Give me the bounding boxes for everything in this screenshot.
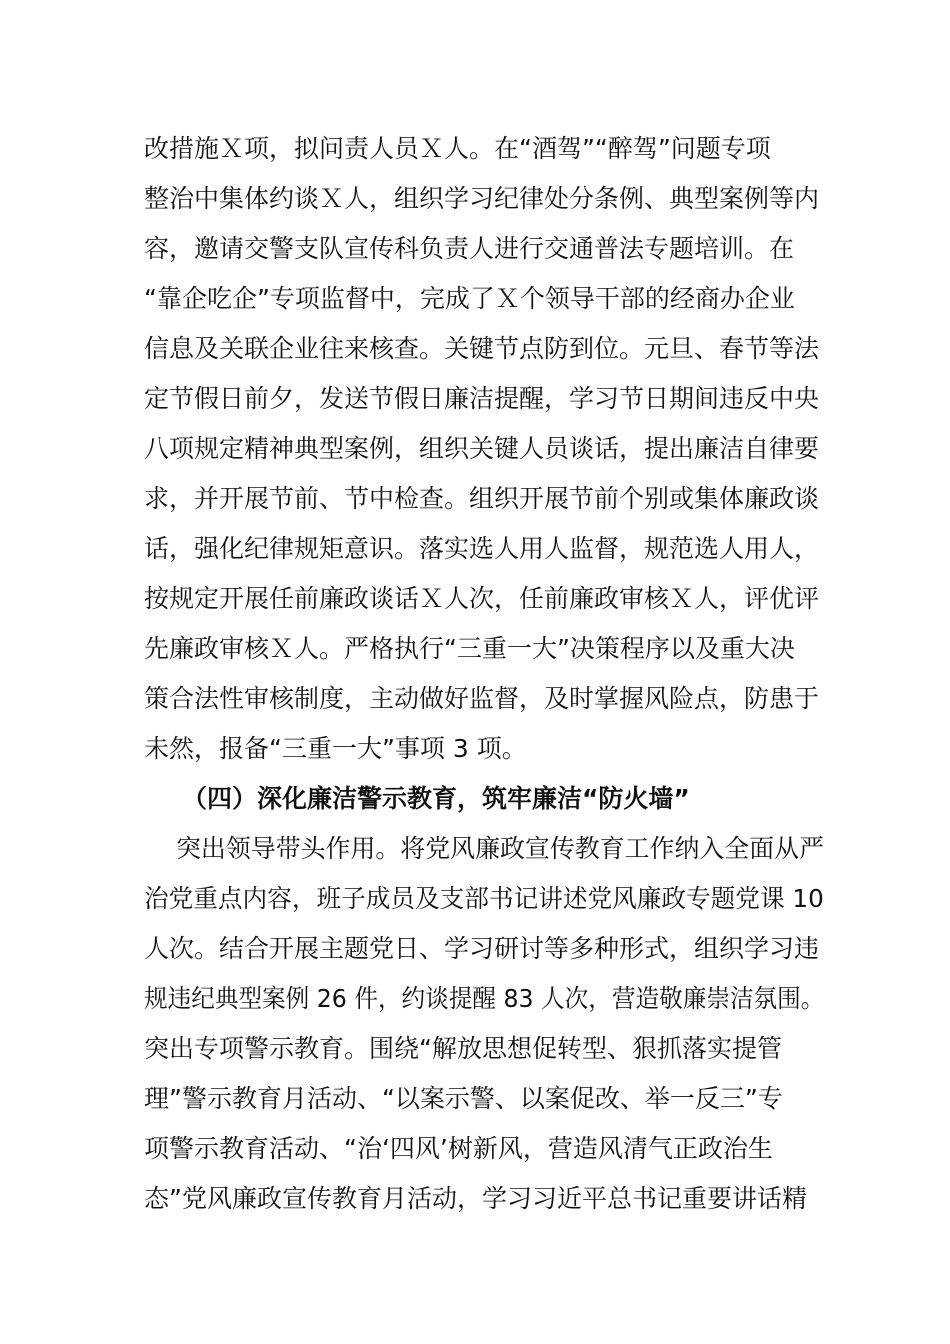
body-text-line: 整治中集体约谈Ｘ人，组织学习纪律处分条例、典型案例等内 (144, 184, 820, 213)
body-text-line: 改措施Ｘ项，拟问责人员Ｘ人。在“酒驾”“醉驾”问题专项 (144, 134, 771, 163)
body-text-line: 未然，报备“三重一大”事项 3 项。 (144, 734, 527, 763)
body-text-line: 按规定开展任前廉政谈话Ｘ人次，任前廉政审核Ｘ人，评优评 (144, 584, 820, 613)
body-text-line: 突出领导带头作用。将党风廉政宣传教育工作纳入全面从严 (176, 834, 825, 863)
body-text-line: “靠企吃企”专项监督中，完成了Ｘ个领导干部的经商办企业 (144, 284, 795, 313)
body-text-line: 信息及关联企业往来核查。关键节点防到位。元旦、春节等法 (144, 334, 820, 363)
body-text-line: 规违纪典型案例 26 件，约谈提醒 83 人次，营造敬廉崇洁氛围。 (144, 984, 825, 1013)
body-text-line: 策合法性审核制度，主动做好监督，及时掌握风险点，防患于 (144, 684, 820, 713)
section-heading: （四）深化廉洁警示教育，筑牢廉洁“防火墙” (182, 784, 690, 813)
body-text-line: 治党重点内容，班子成员及支部书记讲述党风廉政专题党课 10 (144, 884, 824, 913)
body-text-line: 项警示教育活动、“治‘四风’树新风，营造风清气正政治生 (144, 1134, 773, 1163)
body-text-line: 八项规定精神典型案例，组织关键人员谈话，提出廉洁自律要 (144, 434, 820, 463)
body-text-line: 定节假日前夕，发送节假日廉洁提醒，学习节日期间违反中央 (144, 384, 820, 413)
body-text-line: 先廉政审核Ｘ人。严格执行“三重一大”决策程序以及重大决 (144, 634, 795, 663)
body-text-line: 态”党风廉政宣传教育月活动，学习习近平总书记重要讲话精 (144, 1184, 807, 1213)
body-text-line: 理”警示教育月活动、“以案示警、以案促改、举一反三”专 (144, 1084, 783, 1113)
body-text-line: 求，并开展节前、节中检查。组织开展节前个别或集体廉政谈 (144, 484, 820, 513)
body-text-line: 容，邀请交警支队宣传科负责人进行交通普法专题培训。在 (144, 234, 795, 263)
body-text-line: 突出专项警示教育。围绕“解放思想促转型、狠抓落实提管 (144, 1034, 782, 1063)
body-text-line: 话，强化纪律规矩意识。落实选人用人监督，规范选人用人， (144, 534, 820, 563)
body-text-line: 人次。结合开展主题党日、学习研讨等多种形式，组织学习违 (144, 934, 820, 963)
